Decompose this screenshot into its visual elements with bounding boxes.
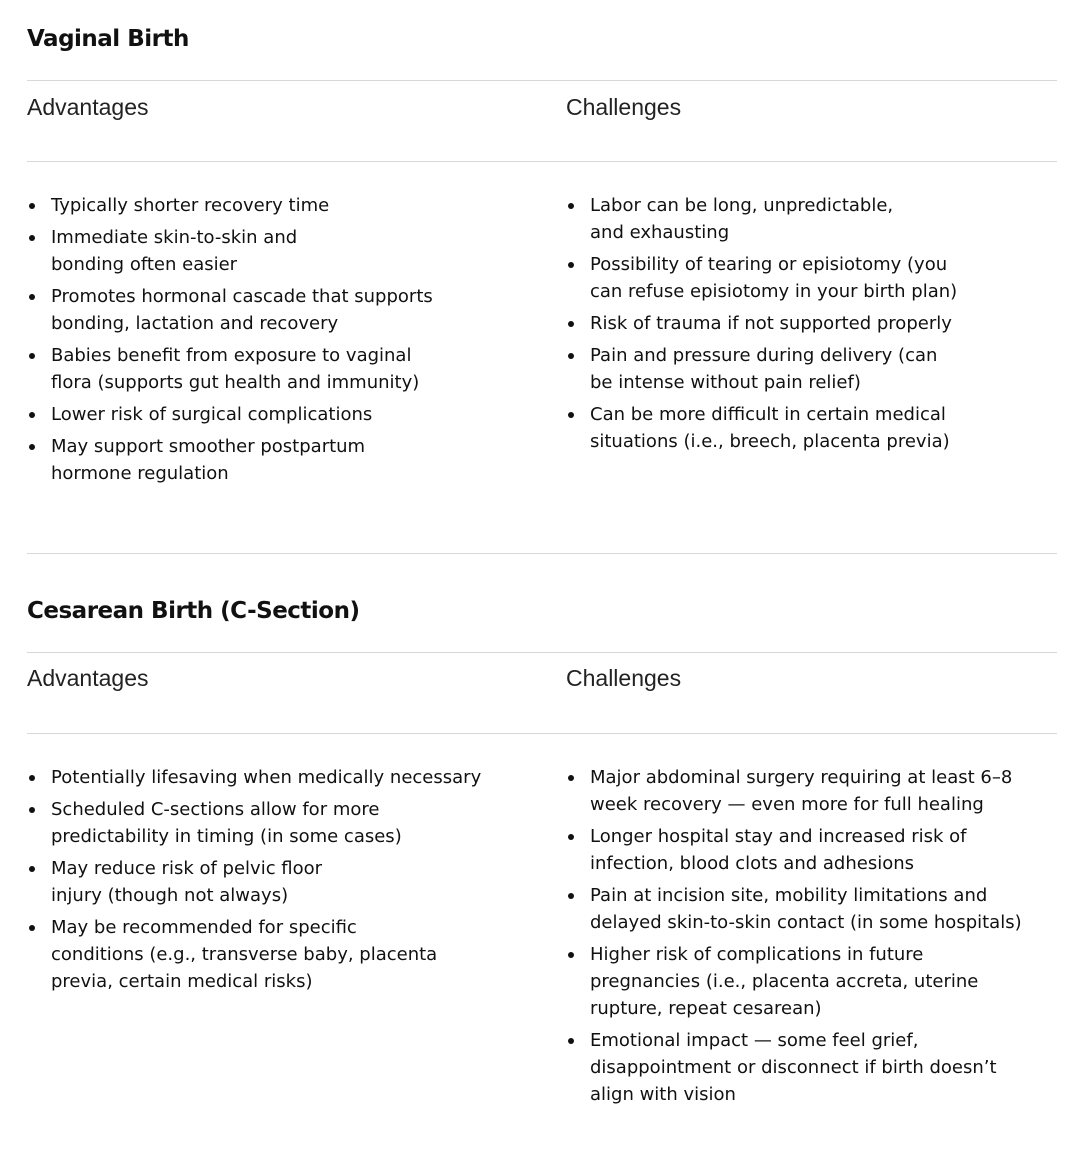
list-item: Can be more difficult in certain medical situations (i.e., breech, placenta previa) — [566, 401, 1066, 455]
list-item: Higher risk of complications in future pregnancies (i.e., placenta accreta, uterine rupture, repeat cesarean) — [566, 941, 1066, 1022]
list-item: Labor can be long, unpredictable, and exhausting — [566, 192, 1066, 246]
advantages-list — [27, 764, 527, 1000]
list-item: May reduce risk of pelvic floor injury (though not always) — [27, 855, 527, 909]
divider — [27, 80, 1057, 81]
list-item: Pain and pressure during delivery (can be intense without pain relief) — [566, 342, 1066, 396]
challenges-list — [566, 764, 1066, 1113]
section-title-cesarean-birth: Cesarean Birth (C-Section) — [27, 598, 360, 624]
list-item: May support smoother postpartum hormone regulation — [27, 433, 527, 487]
challenges-header: Challenges — [566, 94, 682, 120]
list-item: Babies benefit from exposure to vaginal flora (supports gut health and immunity) — [27, 342, 527, 396]
list-item: Possibility of tearing or episiotomy (you can refuse episiotomy in your birth plan) — [566, 251, 1066, 305]
divider — [27, 652, 1057, 653]
list-item: Pain at incision site, mobility limitations and delayed skin-to-skin contact (in some hospitals) — [566, 882, 1066, 936]
advantages-list — [27, 192, 527, 492]
advantages-header: Advantages — [27, 665, 149, 691]
list-item: Scheduled C-sections allow for more predictability in timing (in some cases) — [27, 796, 527, 850]
list-item: Promotes hormonal cascade that supports bonding, lactation and recovery — [27, 283, 527, 337]
list-item: Lower risk of surgical complications — [27, 401, 527, 428]
challenges-header: Challenges — [566, 665, 682, 691]
list-item: Longer hospital stay and increased risk of infection, blood clots and adhesions — [566, 823, 1066, 877]
section-title-vaginal-birth: Vaginal Birth — [27, 26, 189, 52]
list-item: Potentially lifesaving when medically necessary — [27, 764, 527, 791]
list-item: Typically shorter recovery time — [27, 192, 527, 219]
advantages-header: Advantages — [27, 94, 149, 120]
list-item: Risk of trauma if not supported properly — [566, 310, 1066, 337]
divider — [27, 733, 1057, 734]
list-item: Major abdominal surgery requiring at least 6–8 week recovery — even more for full healing — [566, 764, 1066, 818]
list-item: May be recommended for specific conditions (e.g., transverse baby, placenta previa, certain medical risks) — [27, 914, 527, 995]
list-item: Immediate skin-to-skin and bonding often easier — [27, 224, 527, 278]
challenges-list — [566, 192, 1066, 460]
divider — [27, 553, 1057, 554]
divider — [27, 161, 1057, 162]
list-item: Emotional impact — some feel grief, disappointment or disconnect if birth doesn’t align with vision — [566, 1027, 1066, 1108]
